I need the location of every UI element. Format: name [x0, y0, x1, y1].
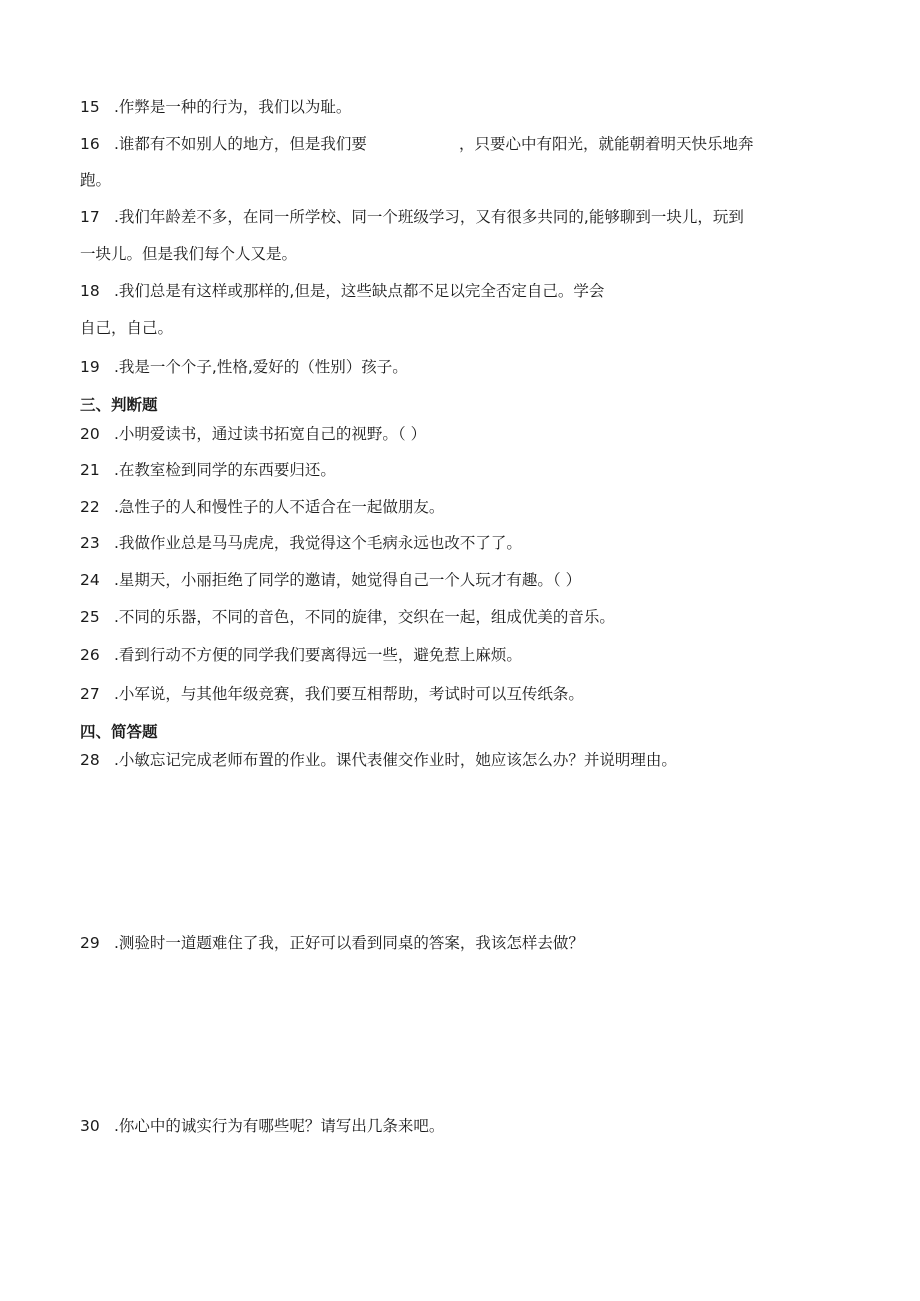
question-number: 26 — [80, 646, 100, 664]
question-text-wrap: 自己，自己。 — [80, 319, 174, 337]
question-number: 24 — [80, 571, 100, 589]
question-22 — [80, 497, 444, 517]
question-text: .小军说，与其他年级竞赛，我们要互相帮助，考试时可以互传纸条。 — [114, 685, 584, 703]
question-text: .在教室检到同学的东西要归还。 — [114, 461, 336, 479]
question-number: 21 — [80, 461, 100, 479]
question-number: 25 — [80, 608, 100, 626]
question-text: .不同的乐器，不同的音色，不同的旋律，交织在一起，组成优美的音乐。 — [114, 608, 615, 626]
question-18 — [80, 281, 604, 301]
question-text-wrap: 一块儿。但是我们每个人又是。 — [80, 245, 298, 263]
question-text: .作弊是一种的行为，我们以为耻。 — [114, 98, 352, 116]
section-heading-judge: 三、判断题 — [80, 396, 158, 414]
question-text-continued: ，只要心中有阳光，就能朝着明天快乐地奔 — [458, 135, 754, 153]
question-text: .我做作业总是马马虎虎，我觉得这个毛病永远也改不了了。 — [114, 534, 522, 552]
question-number: 30 — [80, 1117, 100, 1135]
question-23 — [80, 533, 522, 553]
question-24 — [80, 570, 581, 590]
question-number: 19 — [80, 358, 100, 376]
question-text: .看到行动不方便的同学我们要离得远一些，避免惹上麻烦。 — [114, 646, 522, 664]
section-heading-short-answer: 四、简答题 — [80, 723, 158, 741]
question-text: .星期天，小丽拒绝了同学的邀请，她觉得自己一个人玩才有趣。（ ） — [114, 571, 582, 589]
question-21 — [80, 460, 336, 480]
question-text: .测验时一道题难住了我，正好可以看到同桌的答案，我该怎样去做？ — [114, 934, 584, 952]
question-20 — [80, 424, 426, 444]
question-number: 22 — [80, 498, 100, 516]
question-17 — [80, 207, 744, 227]
question-number: 15 — [80, 98, 100, 116]
question-17-wrap — [80, 244, 297, 264]
question-number: 27 — [80, 685, 100, 703]
question-30 — [80, 1116, 444, 1136]
question-text: .我是一个个子,性格,爱好的（性别）孩子。 — [114, 358, 408, 376]
question-text-wrap: 跑。 — [80, 171, 112, 189]
question-28 — [80, 750, 677, 770]
question-number: 28 — [80, 751, 100, 769]
question-27 — [80, 684, 584, 704]
question-25 — [80, 607, 615, 627]
question-text: .小敏忘记完成老师布置的作业。课代表催交作业时，她应该怎么办？并说明理由。 — [114, 751, 677, 769]
question-18-wrap — [80, 318, 173, 338]
question-text: .你心中的诚实行为有哪些呢？请写出几条来吧。 — [114, 1117, 445, 1135]
question-26 — [80, 645, 522, 665]
question-number: 17 — [80, 208, 100, 226]
question-number: 29 — [80, 934, 100, 952]
question-text: .我们总是有这样或那样的,但是，这些缺点都不足以完全否定自己。学会 — [114, 282, 605, 300]
question-16-wrap — [80, 170, 111, 190]
question-number: 23 — [80, 534, 100, 552]
question-number: 16 — [80, 135, 100, 153]
question-29 — [80, 933, 584, 953]
question-19 — [80, 357, 408, 377]
question-text: .急性子的人和慢性子的人不适合在一起做朋友。 — [114, 498, 445, 516]
question-text: .小明爱读书，通过读书拓宽自己的视野。（ ） — [114, 425, 427, 443]
question-number: 18 — [80, 282, 100, 300]
question-16 — [80, 134, 753, 154]
question-text: .谁都有不如别人的地方，但是我们要 — [114, 135, 367, 153]
question-15 — [80, 97, 351, 117]
question-text: .我们年龄差不多，在同一所学校、同一个班级学习，又有很多共同的,能够聊到一块儿，玩到 — [114, 208, 744, 226]
question-number: 20 — [80, 425, 100, 443]
